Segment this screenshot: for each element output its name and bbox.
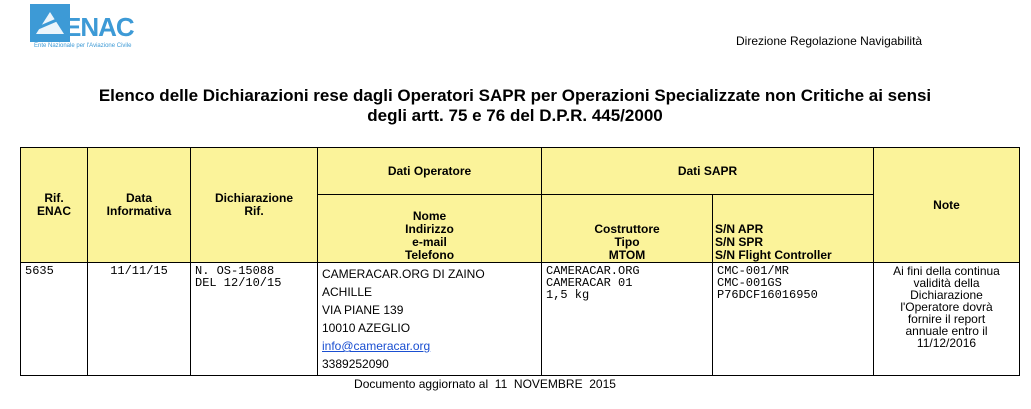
operatore-telefono: 3389252090 xyxy=(322,357,389,371)
operatore-citta: 10010 AZEGLIO xyxy=(322,321,411,335)
header-operatore-fields: Nome Indirizzo e-mail Telefono xyxy=(318,195,542,263)
header-serial-numbers: S/N APR S/N SPR S/N Flight Controller xyxy=(713,195,874,263)
footer-update-date: Documento aggiornato al 11 NOVEMBRE 2015 xyxy=(354,377,616,391)
cell-rif-enac: 5635 xyxy=(21,263,88,376)
logo-text: ENAC xyxy=(64,12,134,42)
department-label: Direzione Regolazione Navigabilità xyxy=(736,34,923,48)
title-line-2: degli artt. 75 e 76 del D.P.R. 445/2000 xyxy=(367,106,663,125)
header-dati-sapr: Dati SAPR xyxy=(542,148,874,195)
header-note: Note xyxy=(874,148,1020,263)
operatore-indirizzo: VIA PIANE 139 xyxy=(322,303,404,317)
cell-operatore xyxy=(318,263,542,376)
cell-costruttore: CAMERACAR.ORG CAMERACAR 01 1,5 kg xyxy=(542,263,713,376)
header-dati-operatore: Dati Operatore xyxy=(318,148,542,195)
operatore-email-link[interactable]: info@cameracar.org xyxy=(322,339,431,353)
cell-note: Ai fini della continua validità della Dichiarazione l'Operatore dovrà fornire il report annuale entro il 11/12/2016 xyxy=(874,263,1020,376)
cell-serial-numbers: CMC-001/MR CMC-001GS P76DCF16016950 xyxy=(713,263,874,376)
operatore-nome-1: CAMERACAR.ORG DI ZAINO xyxy=(322,267,485,281)
enac-logo xyxy=(30,4,134,52)
header-rif-enac: Rif. ENAC xyxy=(21,148,88,263)
operatore-nome-2: ACHILLE xyxy=(322,285,373,299)
cell-data-informativa: 11/11/15 xyxy=(88,263,191,376)
title-line-1: Elenco delle Dichiarazioni rese dagli Operatori SAPR per Operazioni Specializzate non Critiche ai sensi xyxy=(98,86,932,105)
document-title xyxy=(20,86,1010,126)
header-data-informativa: Data Informativa xyxy=(88,148,191,263)
table-row xyxy=(21,263,1020,376)
logo-subtitle: Ente Nazionale per l'Aviazione Civile xyxy=(34,43,132,49)
header-costruttore-tipo-mtom: Costruttore Tipo MTOM xyxy=(542,195,713,263)
header-dichiarazione: Dichiarazione Rif. xyxy=(191,148,318,263)
cell-dichiarazione: N. OS-15088 DEL 12/10/15 xyxy=(191,263,318,376)
declarations-table xyxy=(20,147,1020,376)
